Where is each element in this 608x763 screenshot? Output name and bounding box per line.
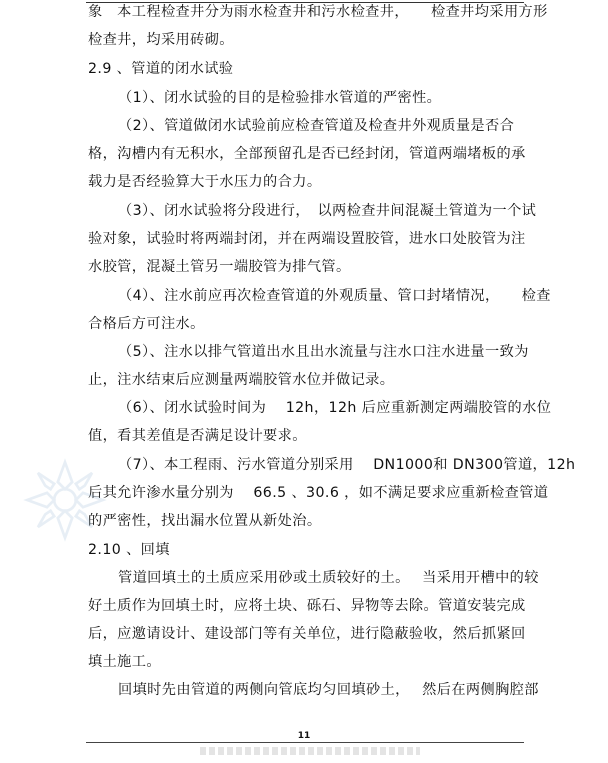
body-line: （4）、注水前应再次检查管道的外观质量、管口封堵情况， 检查 — [118, 288, 551, 304]
page-number: 11 — [297, 731, 311, 741]
body-line: 验对象，试验时将两端封闭，并在两端设置胶管，进水口处胶管为注 — [88, 231, 526, 247]
body-line: 后，应邀请设计、建设部门等有关单位，进行隐蔽验收，然后抓紧回 — [88, 626, 526, 642]
footer-faint-text — [200, 747, 420, 755]
body-line: 的严密性，找出漏水位置从新处治。 — [88, 513, 322, 529]
body-line: 管道回填土的土质应采用砂或土质较好的土。 当采用开槽中的较 — [118, 570, 539, 586]
body-line: 象 本工程检查井分为雨水检查井和污水检查井， 检查井均采用方形 — [88, 4, 548, 20]
body-line: 止，注水结束后应测量两端胶管水位并做记录。 — [88, 372, 395, 388]
body-line: 合格后方可注水。 — [88, 316, 205, 332]
body-line: 载力是否经验算大于水压力的合力。 — [88, 174, 322, 190]
section-heading: 2.9 、管道的闭水试验 — [88, 61, 234, 77]
body-line: （5）、注水以排气管道出水且出水流量与注水口注水进量一致为 — [118, 344, 529, 360]
body-line: 填土施工。 — [88, 654, 161, 670]
body-line: 格，沟槽内有无积水，全部预留孔是否已经封闭，管道两端堵板的承 — [88, 146, 526, 162]
footer-rule — [86, 742, 524, 743]
watermark-logo — [20, 455, 110, 545]
body-line: （1）、闭水试验的目的是检验排水管道的严密性。 — [118, 90, 442, 106]
body-line: （6）、闭水试验时间为 12h，12h 后应重新测定两端胶管的水位 — [118, 400, 552, 416]
body-line: 检查井，均采用砖砌。 — [88, 32, 234, 48]
body-line: 水胶管，混凝土管另一端胶管为排气管。 — [88, 259, 351, 275]
section-heading: 2.10 、回填 — [88, 542, 170, 558]
body-line: （2）、管道做闭水试验前应检查管道及检查井外观质量是否合 — [118, 118, 515, 134]
body-line: 好土质作为回填土时，应将土块、砾石、异物等去除。管道安装完成 — [88, 598, 526, 614]
body-line: （7）、本工程雨、污水管道分别采用 DN1000和 DN300管道，12h — [118, 457, 576, 473]
body-line: 回填时先由管道的两侧向管底均匀回填砂土， 然后在两侧胸腔部 — [118, 682, 539, 698]
body-line: 值，看其差值是否满足设计要求。 — [88, 428, 307, 444]
body-line: （3）、闭水试验将分段进行， 以两检查井间混凝土管道为一个试 — [118, 203, 537, 219]
body-line: 后其允许渗水量分别为 66.5 、30.6 ，如不满足要求应重新检查管道 — [88, 485, 549, 501]
